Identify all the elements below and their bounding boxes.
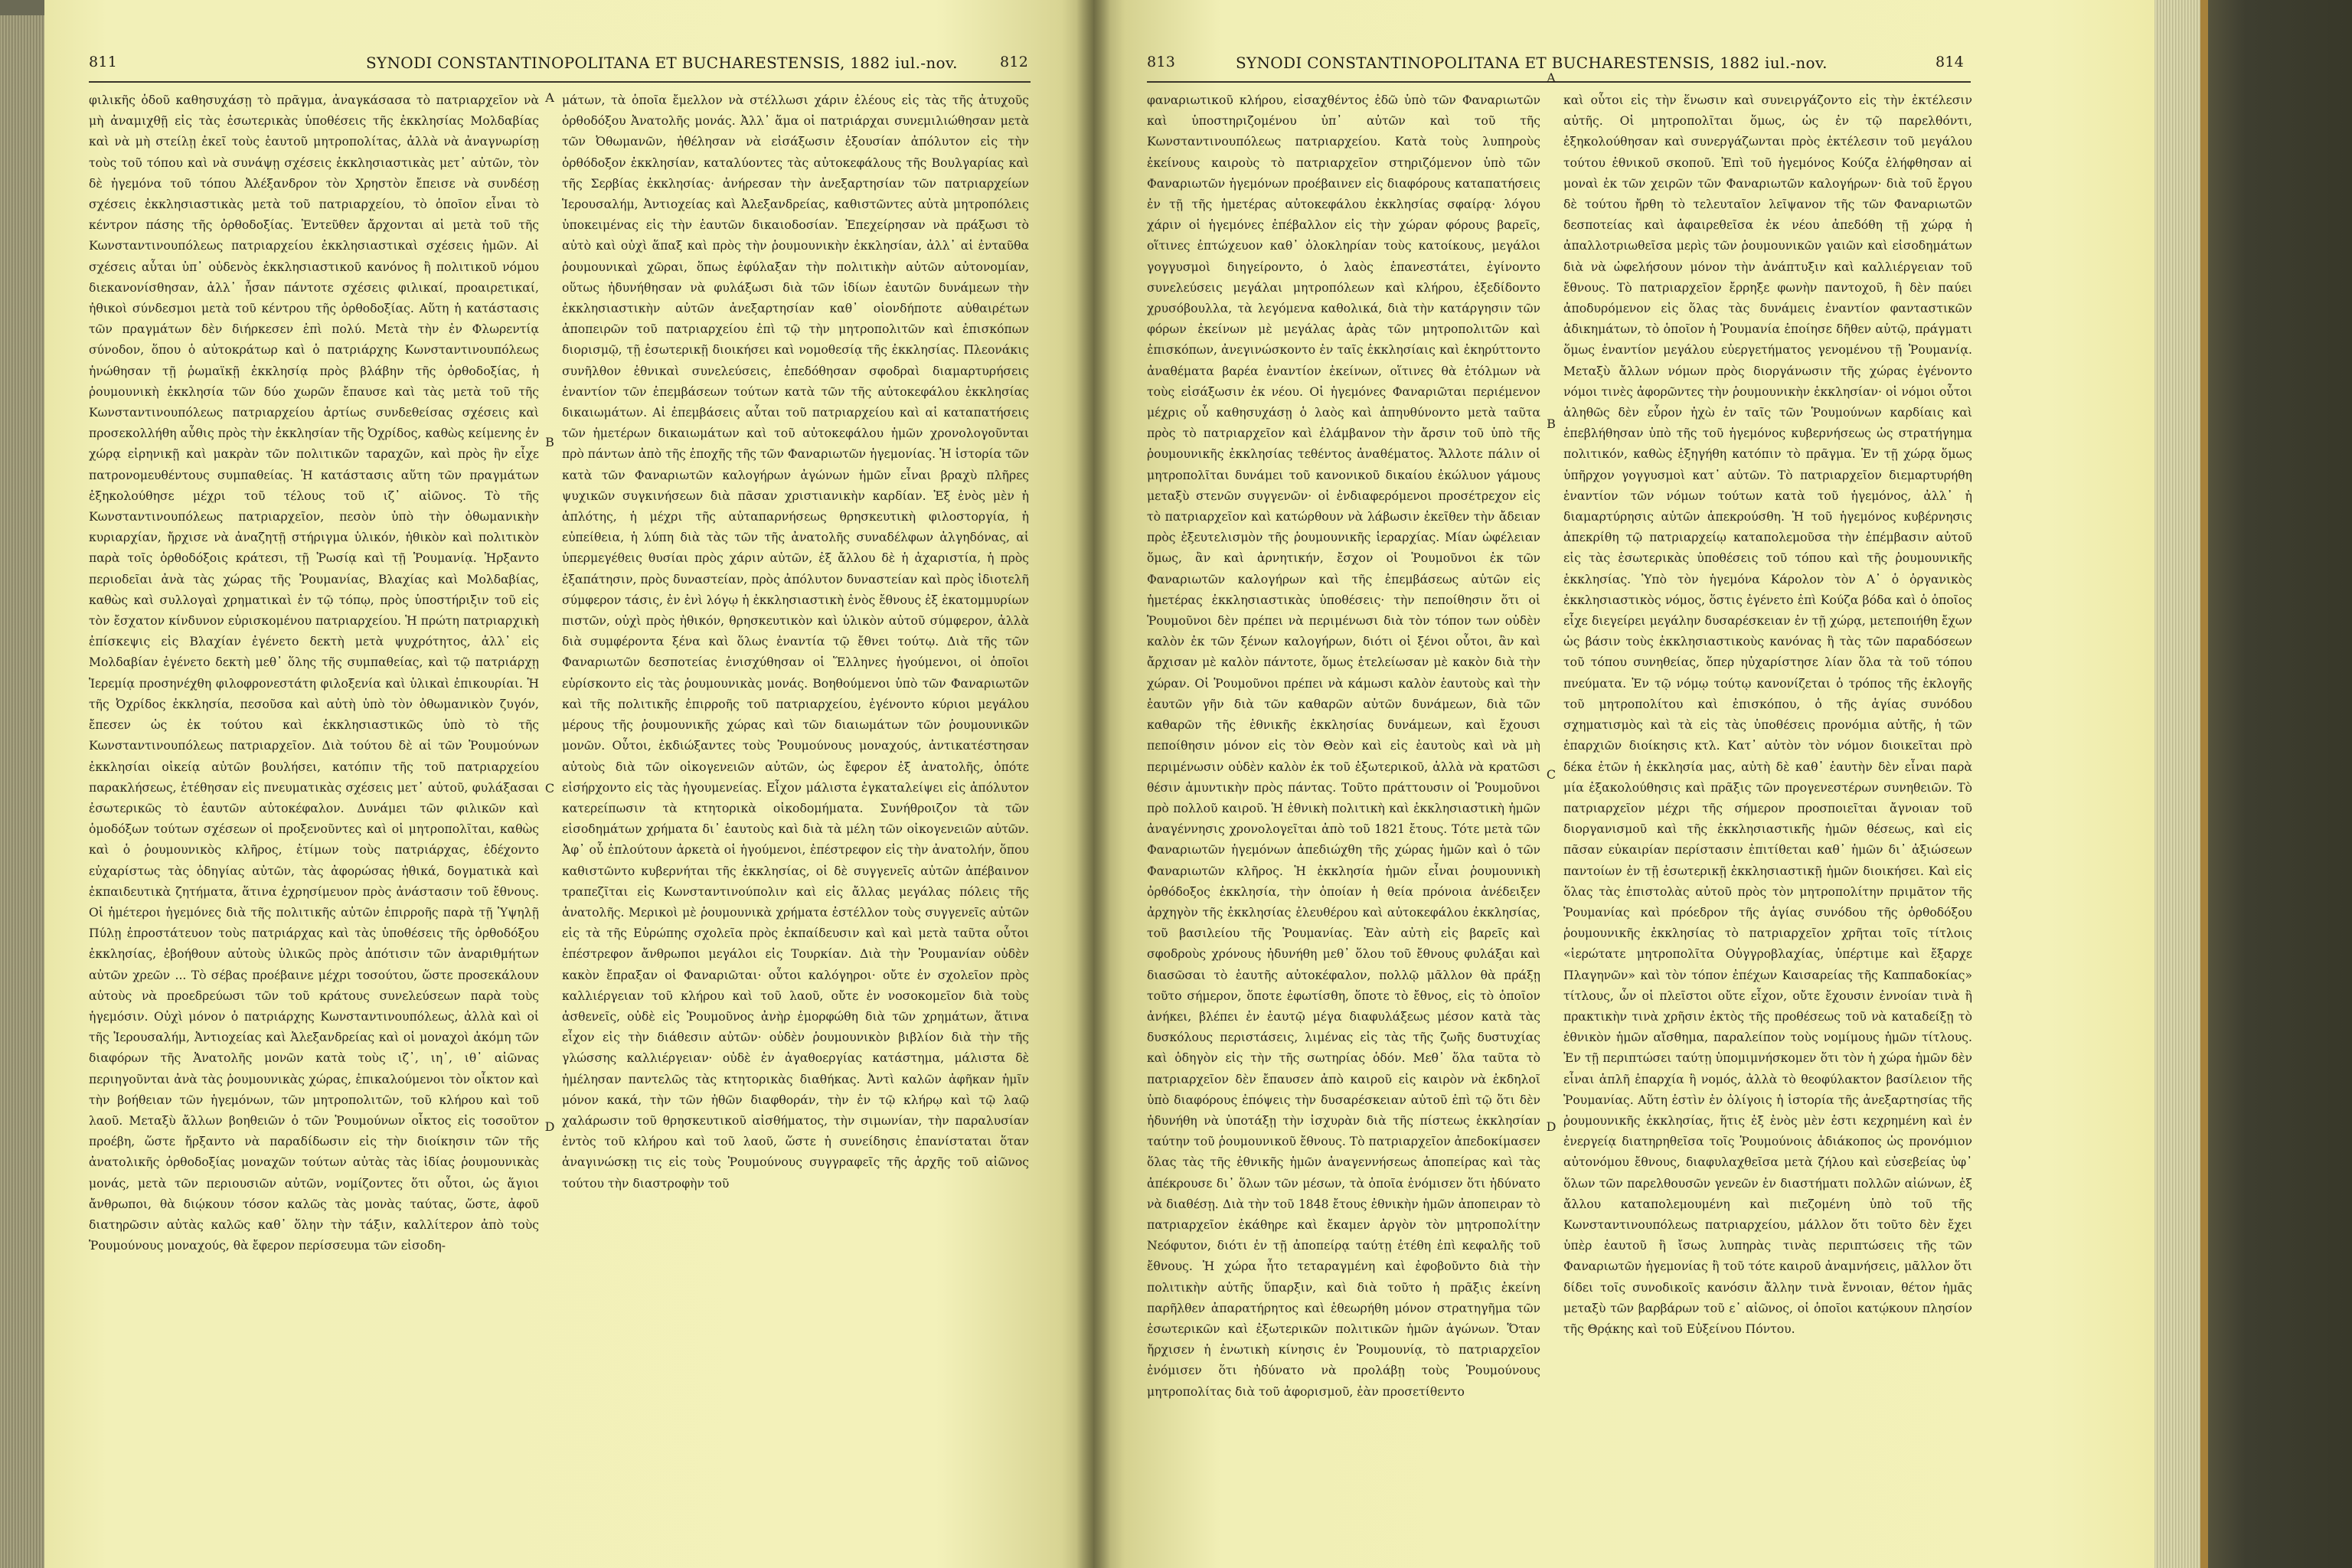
left-page-stack [0, 15, 44, 1568]
margin-letter-d: D [1546, 1119, 1557, 1134]
column-text: φιλικῆς ὁδοῦ καθησυχάσῃ τὸ πρᾶγμα, ἀναγκάσασα τὸ πατριαρχεῖον νὰ μὴ ἀναμιχθῇ εἰς τὰς ἐσωτερικὰς ὑποθέσεις τῆς ἐκκλησίας Μολδαβίας καὶ νὰ μὴ στείλῃ ἐκεῖ τοὺς ἑαυτοῦ μητροπολίτας, ἀλλὰ νὰ ἀναγνωρίσῃ τοὺς τοῦ τόπου καὶ νὰ συνάψῃ σχέσεις ἐκκλησιαστικὰς μετ᾽ αὐτῶν, τὸν δὲ ἡγεμόνα τοῦ τόπου Ἀλέξανδρον τὸν Χρηστὸν ἔπεισε νὰ συνδέσῃ σχέσεις ἐκκλησιαστικὰς μετὰ τοῦ πατριαρχείου, τὸ ὁποῖον εἶναι τὸ κέντρον πάσης τῆς ὀρθοδοξίας. Ἐντεῦθεν ἄρχονται αἱ μετὰ τοῦ τῆς Κωνσταντινουπόλεως πατριαρχείου ἐκκλησιαστικαὶ σχέσεις ἡμῶν. Αἱ σχέσεις αὗται ὑπ᾽ οὐδενὸς ἐκκλησιαστικοῦ κανόνος ἢ πολιτικοῦ νόμου διεκανονίσθησαν, ἀλλ᾽ ἦσαν πάντοτε σχέσεις φιλικαί, προαιρετικαί, ἠθικοὶ σύνδεσμοι μετὰ τοῦ κέντρου τῆς ὀρθοδοξίας. Αὕτη ἡ κατάστασις τῶν πραγμάτων δὲν διήρκεσεν ἐπὶ πολύ. Μετὰ τὴν ἐν Φλωρεντίᾳ σύνοδον, ὅπου ὁ αὐτοκράτωρ καὶ ὁ πατριάρχης Κωνσταντινουπόλεως ἡνώθησαν τῇ ῥωμαϊκῇ ἐκκλησίᾳ πρὸς βλάβην τῆς ὀρθοδοξίας, ἡ ῥουμουνικὴ ἐκκλησία τῶν δύο χωρῶν ἔπαυσε καὶ τὰς μετὰ τοῦ τῆς Κωνσταντινουπόλεως πατριαρχείου ἀρτίως συνδεθείσας σχέσεις καὶ προσεκολλήθη αὖθις πρὸς τὴν ἐκκλησίαν τῆς Ὀχρίδος, καθὼς κείμενης ἐν χώρᾳ εἰρηνικῇ καὶ μακρὰν τῶν πολιτικῶν ταραχῶν, καὶ πρὸς ἣν εἶχε πατρονομευθέντους συμπαθείας. Ἡ κατάστασις αὕτη τῶν πραγμάτων ἐξηκολούθησε μέχρι τοῦ τέλους τοῦ ιζ᾽ αἰῶνος. Τὸ τῆς Κωνσταντινουπόλεως πατριαρχεῖον, πεσὸν ὑπὸ τὴν ὀθωμανικὴν κυριαρχίαν, ἤρχισε νὰ ἀναζητῇ στήριγμα ὑλικόν, ἠθικὸν καὶ πολιτικὸν παρὰ τοῖς ὀρθοδόξοις κράτεσι, τῇ Ῥωσίᾳ καὶ τῇ Ῥουμανίᾳ. Ἠρξαντο περιοδεῖαι ἀνὰ τὰς χώρας τῆς Ῥουμανίας, Βλαχίας καὶ Μολδαβίας, καθὼς καὶ συλλογαὶ χρηματικαὶ ἐν τῷ τόπῳ, πρὸς ὑποστήριξιν τοῦ εἰς τὸν ἔσχατον κίνδυνον εὑρισκομένου πατριαρχείου. Ἡ πρώτη πατριαρχικὴ ἐπίσκεψις εἰς Βλαχίαν ἐγένετο δεκτὴ μετὰ ψυχρότητος, ἀλλ᾽ εἰς Μολδαβίαν ἐγένετο δεκτὴ μεθ᾽ ὅλης τῆς συμπαθείας, καὶ τῷ πατριάρχῃ Ἱερεμίᾳ προσηνέχθη φιλοφρονεστάτη φιλοξενία καὶ ὑλικαὶ ἐπικουρίαι. Ἡ τῆς Ὀχρίδος ἐκκλησία, πεσοῦσα καὶ αὐτὴ ὑπὸ τὸν ὀθωμανικὸν ζυγόν, ἔπεσεν ὡς ἐκ τούτου καὶ ἐκκλησιαστικῶς ὑπὸ τὸ τῆς Κωνσταντινουπόλεως πατριαρχεῖον. Διὰ τούτου δὲ αἱ τῶν Ῥουμούνων ἐκκλησίαι οἰκείᾳ αὐτῶν βουλήσει, κατόπιν τῆς τοῦ πατριαρχείου παρακλήσεως, ἐτέθησαν εἰς πνευματικὰς σχέσεις μετ᾽ αὐτοῦ, φυλάξασαι ἐσωτερικῶς τὸ ἑαυτῶν αὐτοκέφαλον. Δυνάμει τῶν φιλικῶν καὶ ὁμοδόξων τούτων σχέσεων οἱ προξενοῦντες καὶ οἱ μητροπολῖται, καθὼς καὶ ὁ ῥουμουνικὸς κλῆρος, ἐτίμων τοὺς πατριάρχας, ἐδέχοντο εὐχαρίστως τὰς ὁδηγίας αὐτῶν, τὰς ἀφορώσας ἠθικά, δογματικὰ καὶ ἐκπαιδευτικὰ ζητήματα, ἅτινα ἐχρησίμευον πρὸς ἀνάστασιν τοῦ ἔθνους. Οἱ ἡμέτεροι ἡγεμόνες διὰ τῆς πολιτικῆς αὐτῶν ἐπιρροῆς παρὰ τῇ Ὑψηλῇ Πύλῃ ἐπροστάτευον τοὺς πατριάρχας καὶ τὰς ὑποθέσεις τῆς ὀρθοδόξου ἐκκλησίας, ἐβοήθουν αὐτοὺς ὑλικῶς πρὸς ἀπότισιν τῶν ἀναριθμήτων αὐτῶν χρεῶν ... Τὸ σέβας προέβαινε μέχρι τοσούτου, ὥστε προσεκάλουν αὐτοὺς νὰ προεδρεύωσι τῶν τοῦ κράτους συνελεύσεων παρὰ τοὺς ἡγεμόσιν. Οὐχὶ μόνον ὁ πατριάρχης Κωνσταντινουπόλεως, ἀλλὰ καὶ οἱ τῆς Ἱερουσαλήμ, Ἀντιοχείας καὶ Ἀλεξανδρείας καὶ οἱ μοναχοὶ ἀκόμη τῶν διαφόρων τῆς Ἀνατολῆς μονῶν κατὰ τοὺς ιζ᾽, ιη᾽, ιθ᾽ αἰῶνας περιηγοῦνται ἀνὰ τὰς ῥουμουνικὰς χώρας, ἐπικαλούμενοι τὸν οἶκτον καὶ τὴν βοήθειαν τῶν ἡγεμόνων, τῶν μητροπολιτῶν, τοῦ κλήρου καὶ τοῦ λαοῦ. Μεταξὺ ἄλλων βοηθειῶν ὁ τῶν Ῥουμούνων οἶκτος εἰς τοσοῦτον προέβη, ὥστε ἤρξαντο νὰ παραδίδωσιν εἰς τὴν διοίκησιν τῶν τῆς ἀνατολικῆς ὀρθοδοξίας μοναχῶν τούτων αὐτὰς τὰς ἰδίας ῥουμουνικὰς μονάς, μετὰ τῶν περιουσιῶν αὐτῶν, νομίζοντες ὅτι οὗτοι, ὡς ἅγιοι ἄνθρωποι, θὰ διῴκουν τόσον καλῶς τὰς μονὰς ταύτας, ὥστε, ἀφοῦ διατηρῶσιν αὐτὰς καλῶς καθ᾽ ὅλην τὴν τάξιν, καλλίτερον ἀπὸ τοὺς Ῥουμούνους μοναχούς, θὰ ἔφερον περίσσευμα τῶν εἰσοδη- [89, 93, 539, 1253]
header-rule [1147, 81, 1971, 83]
page-number-812: 812 [1000, 54, 1029, 70]
text-column-2 [1563, 90, 1972, 1545]
running-title: SYNODI CONSTANTINOPOLITANA ET BUCHARESTENSIS, 1882 iul.-nov. [366, 54, 958, 72]
right-running-head [1093, 54, 2154, 84]
left-page [44, 0, 1093, 1568]
right-page-stack [2154, 0, 2200, 1568]
text-column-1 [89, 90, 539, 1545]
page-number-811: 811 [89, 54, 118, 70]
book-cover-board [2200, 0, 2352, 1568]
cover-edge [2200, 0, 2208, 1568]
header-rule [89, 81, 1031, 83]
page-number-814: 814 [1936, 54, 1965, 70]
column-text: μάτων, τὰ ὁποῖα ἔμελλον νὰ στέλλωσι χάριν ἐλέους εἰς τὰς τῆς ἀτυχοῦς ὀρθοδόξου Ἀνατολῆς μονάς. Ἀλλ᾽ ἅμα οἱ πατριάρχαι συνεμιλιώθησαν μετὰ τῶν Ὀθωμανῶν, ἠθέλησαν νὰ εἰσάξωσιν ἐξουσίαν ἀπόλυτον εἰς τὴν ὀρθόδοξον ἐκκλησίαν, καταλύοντες τὰς αὐτοκεφάλους τῆς Βουλγαρίας καὶ τῆς Σερβίας ἐκκλησίας· ἀνήρεσαν τὴν ἀνεξαρτησίαν τῶν πατριαρχείων Ἱερουσαλήμ, Ἀντιοχείας καὶ Ἀλεξανδρείας, καθιστῶντες αὐτὰ μητροπόλεις ὑποκειμένας εἰς τὴν ἑαυτῶν δικαιοδοσίαν. Ἐπεχείρησαν νὰ πράξωσι τὸ αὐτὸ καὶ οὐχὶ ἅπαξ καὶ πρὸς τὴν ῥουμουνικὴν ἐκκλησίαν, ἀλλ᾽ αἱ ἐνταῦθα ῥουμουνικαὶ χῶραι, ὅπως ἐφύλαξαν τὴν πολιτικὴν αὐτῶν αὐτονομίαν, οὕτως ἠδυνήθησαν νὰ φυλάξωσι διὰ τῶν ἰδίων ἑαυτῶν δυνάμεων τὴν ἐκκλησιαστικὴν αὐτῶν ἀνεξαρτησίαν καθ᾽ οἱονδήποτε αὐθαιρέτων ἀποπειρῶν τοῦ πατριαρχείου ἐπὶ τῷ τὴν μητροπολιτῶν καὶ ἐπισκόπων διορισμῷ, τῇ ἐσωτερικῇ διοικήσει καὶ νομοθεσίᾳ τῆς ἐκκλησίας. Πλεονάκις συνῆλθον ἐθνικαὶ συνελεύσεις, ἐπεδόθησαν σφοδραὶ διαμαρτυρήσεις ἐναντίον τῶν ἐπεμβάσεων τούτων κατὰ τῶν τῆς αὐτοκεφάλου ἐκκλησίας δικαιωμάτων. Αἱ ἐπεμβάσεις αὗται τοῦ πατριαρχείου καὶ αἱ καταπατήσεις τῶν ἡμετέρων δικαιωμάτων καὶ τοῦ αὐτοκεφάλου ἡμῶν χρονολογοῦνται πρὸ πάντων ἀπὸ τῆς ἐποχῆς τῆς τῶν Φαναριωτῶν ἡγεμονίας. Ἡ ἱστορία τῶν κατὰ τῶν Φαναριωτῶν καλογήρων ἀγώνων ἡμῶν εἶναι βραχὺ πλῆρες ψυχικῶν συγκινήσεων διὰ πᾶσαν χριστιανικὴν καρδίαν. Ἐξ ἑνὸς μὲν ἡ ἀπλότης, ἡ μέχρι τῆς αὐταπαρνήσεως θρησκευτικὴ φιλοστοργία, ἡ εὐπείθεια, ἡ λύπη διὰ τὰς τῶν τῆς ἀνατολῆς συναδέλφων ἀλγηδόνας, αἱ ὑπερμεγέθεις θυσίαι πρὸς χάριν αὐτῶν, ἐξ ἄλλου δὲ ἡ ἀχαριστία, ἡ πρὸς ἐξαπάτησιν, πρὸς δυναστείαν, πρὸς ἀπόλυτον δυναστείαν καὶ πρὸς ἰδιοτελῆ σύμφερον τάσις, ἐν ἑνὶ λόγῳ ἡ ἐκκλησιαστικὴ ἐνὸς ἔθνους ἐξ ἑκατομμυρίων πιστῶν, οὐχὶ πρὸς ἠθικόν, θρησκευτικὸν καὶ ὑλικὸν αὐτοῦ σύμφερον, ἀλλὰ διὰ συμφέροντα ξένα καὶ ὅλως ἐναντία τῷ ἔθνει τούτῳ. Διὰ τῆς τῶν Φαναριωτῶν δεσποτείας ἐνισχύθησαν οἱ Ἕλληνες ἡγούμενοι, οἱ ὁποῖοι εὑρίσκοντο εἰς τὰς ῥουμουνικὰς μονάς. Βοηθούμενοι ὑπὸ τῶν Φαναριωτῶν καὶ τῆς πολιτικῆς ἐπιρροῆς τοῦ πατριαρχείου, ἐγένοντο κύριοι μεγάλου μέρους τῆς ῥουμουνικῆς χώρας καὶ τῶν διαιωμάτων τῶν ῥουμουνικῶν μονῶν. Οὗτοι, ἐκδιώξαντες τοὺς Ῥουμούνους μοναχούς, ἀντικατέστησαν αὐτοὺς διὰ τῶν οἰκογενειῶν αὐτῶν, ὡς ἔφερον ἐξ ἀνατολῆς, ὁπότε εἰσήρχοντο εἰς τὰς ἡγουμενείας. Εἶχον μάλιστα ἐγκαταλείψει εἰς ἀπόλυτον κατερείπωσιν τὰ κτητορικὰ οἰκοδομήματα. Συνήθροιζον τὰ τῶν εἰσοδημάτων χρήματα δι᾽ ἑαυτοὺς καὶ διὰ τὰ μέλη τῶν οἰκογενειῶν αὐτῶν. Ἀφ᾽ οὗ ἐπλούτουν ἀρκετὰ οἱ ἡγούμενοι, ἐπέστρεφον εἰς τὴν ἀνατολήν, ὅπου καθιστῶντο κυβερνήται τῆς ἐκκλησίας, οἱ δὲ συγγενεῖς αὐτῶν ἀπέβαινον τραπεζῖται εἰς Κωνσταντινούπολιν καὶ εἰς ἄλλας μεγάλας πόλεις τῆς ἀνατολῆς. Μερικοὶ μὲ ῥουμουνικὰ χρήματα ἐστέλλον τοὺς συγγενεῖς αὐτῶν εἰς τὰ τῆς Εὐρώπης σχολεῖα πρὸς ἐκπαίδευσιν καὶ καὶ μετὰ ταῦτα οὗτοι ἐπέστρεφον ἄνθρωποι μεγάλοι εἰς Τουρκίαν. Διὰ τὴν Ῥουμανίαν οὐδὲν κακὸν ἔπραξαν οἱ Φαναριῶται· οὗτοι καλόγηροι· οὔτε ἐν σχολεῖον πρὸς καλλιέργειαν τοῦ κλήρου καὶ τοῦ λαοῦ, οὔτε ἐν νοσοκομεῖον διὰ τοὺς ἀσθενεῖς, οὐδὲ εἰς Ῥουμοῦνος ἀνὴρ ἐμορφώθη διὰ τῶν χρημάτων, ἅτινα εἶχον εἰς τὴν διάθεσιν αὐτῶν· οὐδὲν ῥουμουνικὸν βιβλίον διὰ τὴν τῆς γλώσσης καλλιέργειαν· οὐδὲ ἐν ἀγαθοεργίας κατάστημα, μάλιστα δὲ ἠμέλησαν παντελῶς τὰς κτητορικὰς διαθήκας. Ἀντὶ καλῶν ἀφῆκαν ἡμῖν μόνον κακά, τὴν τῶν ἠθῶν διαφθοράν, τὴν ἐν τῷ κλήρῳ καὶ τῷ λαῷ χαλάρωσιν τοῦ θρησκευτικοῦ αἰσθήματος, τὴν σιμωνίαν, τὴν παραλυσίαν ἐντὸς τοῦ κλήρου καὶ τοῦ λαοῦ, ὥστε ἡ συνείδησις ἐπανίσταται ὅταν ἀναγινώσκῃ τις εἰς τοὺς Ῥουμούνους συγγραφεῖς τῆς ἀρχῆς τοῦ αἰῶνος τούτου τὴν διαστροφὴν τοῦ [562, 93, 1029, 1191]
column-text: καὶ οὗτοι εἰς τὴν ἕνωσιν καὶ συνειργάζοντο εἰς τὴν ἐκτέλεσιν αὐτῆς. Οἱ μητροπολῖται ὅμως, ὡς ἐν τῷ παρελθόντι, ἐξηκολούθησαν καὶ συνεργάζωνται πρὸς ἐκτέλεσιν τοῦ μεγάλου τούτου ἐθνικοῦ σκοποῦ. Ἐπὶ τοῦ ἡγεμόνος Κούζα ἐλήφθησαν αἱ μοναὶ ἐκ τῶν χειρῶν τῶν Φαναριωτῶν καλογήρων· διὰ τοῦ ἔργου δὲ τούτου ἤρθη τὸ τελευταῖον λεῖψανον τῆς τῶν Φαναριωτῶν δεσποτείας καὶ ἀφαιρεθεῖσα ἐκ νέου ἀπεδόθη τῇ χώρᾳ ἡ ἀπαλλοτριωθεῖσα μερὶς τῶν ῥουμουνικῶν γαιῶν καὶ εἰσοδημάτων διὰ νὰ ὠφελήσουν μόνον τὴν ἀνάπτυξιν καὶ καλλιέργειαν τοῦ ἔθνους. Τὸ πατριαρχεῖον ἔρρηξε φωνὴν παντοχοῦ, ἢ δὲν παύει ἀποδυρόμενον εἰς ὅλας τὰς δυνάμεις ἐναντίον φανταστικῶν ἀδικημάτων, τὸ ὁποῖον ἡ Ῥουμανία ἐποίησε δῆθεν αὐτῷ, πράγματι ὅμως ἐναντίον μεγάλου εὐεργετήματος γενομένου τῇ Ῥουμανίᾳ. Μεταξὺ ἄλλων νόμων πρὸς διοργάνωσιν τῆς χώρας ἐγένοντο νόμοι τινὲς ἀφορῶντες τὴν ῥουμουνικὴν ἐκκλησίαν· οἱ νόμοι οὗτοι ἀληθῶς δὲν εὗρον ἠχὼ ἐν ταῖς τῶν Ῥουμούνων καρδίαις καὶ ἐπεβλήθησαν ὑπὸ τῆς τοῦ ἡγεμόνος κυβερνήσεως ὡς στρατήγημα πολιτικόν, καθὼς ἐξηγήθη κατόπιν τὸ πρᾶγμα. Ἐν τῇ χώρᾳ ὅμως ὑπῆρχον γογγυσμοὶ κατ᾽ αὐτῶν. Τὸ πατριαρχεῖον διεμαρτυρήθη ἐναντίον τῶν νόμων τούτων κατὰ τοῦ ἡγεμόνος, ἀλλ᾽ ἡ διαμαρτύρησις αὐτῶν ἀπεκρούσθη. Ἡ τοῦ ἡγεμόνος κυβέρνησις ἀπεκρίθη τῷ πατριαρχείῳ καταπολεμοῦσα τὴν ἐπέμβασιν αὐτοῦ εἰς τὰς ἐσωτερικὰς ὑποθέσεις τοῦ τόπου καὶ τῆς ῥουμουνικῆς ἐκκλησίας. Ὑπὸ τὸν ἡγεμόνα Κάρολον τὸν Α᾽ ὁ ὀργανικὸς ἐκκλησιαστικὸς νόμος, ὅστις ἐγένετο ἐπὶ Κούζα βόδα καὶ ὁ ὁποῖος εἶχε διεγείρει μεγάλην δυσαρέσκειαν ἐν τῇ χώρᾳ, μετεποιήθη ἔχων ὡς βάσιν τοὺς ἐκκλησιαστικοὺς κανόνας ἢ τὰς τῶν παραδόσεων τοῦ τόπου συνηθείας, ὅπερ ηὐχαρίστησε λίαν ὅλα τὰ τοῦ τόπου πνεύματα. Ἐν τῷ νόμῳ τούτῳ κανονίζεται ὁ τρόπος τῆς ἐκλογῆς τοῦ μητροπολίτου καὶ ἐπισκόπου, ὁ τῆς ἁγίας συνόδου σχηματισμὸς καὶ τὰ εἰς τὰς ὑποθέσεις προνόμια αὐτῆς, ἡ τῶν ἐπαρχιῶν διοίκησις κτλ. Κατ᾽ αὐτὸν τὸν νόμον διοικεῖται πρὸ δέκα ἐτῶν ἡ ἐκκλησία μας, αὐτὴ δὲ καθ᾽ ἑαυτὴν δὲν εἶναι παρὰ μία ἐξακολούθησις καὶ πρᾶξις τῶν προγενεστέρων συνηθειῶν. Τὸ πατριαρχεῖον μέχρι τῆς σήμερον προσποιεῖται ἄγνοιαν τοῦ διοργανισμοῦ καὶ τῆς ἐκκλησιαστικῆς ἡμῶν θέσεως, καὶ εἰς πᾶσαν εὐκαιρίαν περίστασιν ἐπιτίθεται καθ᾽ ἡμῶν δι᾽ ἀξιώσεων παντοίων ἐν τῇ ἐσωτερικῇ ἐκκλησιαστικῇ ἡμῶν διοικήσει. Καὶ εἰς ὅλας τὰς ἐπιστολὰς αὐτοῦ πρὸς τὸν μητροπολίτην πριμᾶτον τῆς Ῥουμανίας καὶ πρόεδρον τῆς ἁγίας συνόδου τῆς ὀρθοδόξου ῥουμουνικῆς ἐκκλησίας τὸ πατριαρχεῖον χρῆται τοῖς τίτλοις «ἱερώτατε μητροπολῖτα Οὑγγροβλαχίας, ὑπέρτιμε καὶ ἔξαρχε Πλαγηνῶν» καὶ τὸν τόπον ἐπέχων Καισαρείας τῆς Καππαδοκίας» τίτλους, ὧν οἱ πλεῖστοι οὔτε εἶχον, οὔτε ἔχουσιν ἐννοίαν τινὰ ἢ πρακτικὴν τινὰ χρῆσιν ἐκτὸς τῆς προθέσεως τοῦ νὰ καταδείξῃ τὸ ἐθνικὸν ἡμῶν αἴσθημα, παραλείπον τοὺς νομίμους ἡμῶν τίτλους. Ἐν τῇ περιπτώσει ταύτῃ ὑπομιμνήσκομεν ὅτι τὸν ἡ χώρα ἡμῶν δὲν εἶναι ἁπλῆ ἐπαρχία ἢ νομός, ἀλλὰ τὸ θεοφύλακτον βασίλειον τῆς Ῥουμανίας. Αὕτη ἐστὶν ἐν ὀλίγοις ἡ ἱστορία τῆς ἀνεξαρτησίας τῆς ῥουμουνικῆς ἐκκλησίας, ἥτις ἐξ ἑνὸς μὲν ἐστι κεχρημένη καὶ ἐν ἐνεργείᾳ διατηρηθεῖσα τοῖς Ῥουμούνοις ἀδιάκοπος ὡς προνόμιον αὐτονόμου ἔθνους, διαφυλαχθεῖσα μετὰ ζήλου καὶ εὐσεβείας ὑφ᾽ ὅλων τῶν παρελθουσῶν γενεῶν ἐν διαστήματι πολλῶν αἰώνων, ἐξ ἄλλου καταπολεμουμένη καὶ πιεζομένη ὑπὸ τοῦ τῆς Κωνσταντινουπόλεως πατριαρχείου, μάλλον ὅτι τοῦτο δὲν ἔχει ὑπὲρ ἑαυτοῦ ἢ ἴσως λυπηρὰς τινὰς περιπτώσεις τῆς τῶν Φαναριωτῶν ἡγεμονίας ἢ τοῦ τότε καιροῦ ἀναμνήσεις, μᾶλλον ὅτι δίδει τοῖς συνοδικοῖς κανόσιν ἄλλην τινὰ ἔννοιαν, θέτον ἡμᾶς μεταξὺ τῶν βαρβάρων τοῦ ε᾽ αἰῶνος, οἱ ὁποῖοι κατῴκουν πλησίον τῆς Θρᾴκης καὶ τοῦ Εὐξείνου Πόντου. [1563, 93, 1972, 1336]
text-column-2 [562, 90, 1029, 1545]
right-page [1093, 0, 2154, 1568]
running-title: SYNODI CONSTANTINOPOLITANA ET BUCHARESTENSIS, 1882 iul.-nov. [1236, 54, 1828, 72]
column-text: φαναριωτικοῦ κλήρου, εἰσαχθέντος ἐδῶ ὑπὸ τῶν Φαναριωτῶν καὶ ὑποστηριζομένου ὑπ᾽ αὐτῶν καὶ τοῦ τῆς Κωνσταντινουπόλεως πατριαρχείου. Κατὰ τοὺς λυπηροὺς ἐκείνους καιροὺς τὸ πατριαρχεῖον στηριζόμενον ὑπὸ τῶν Φαναριωτῶν ἡγεμόνων προέβαινεν εἰς διαφόρους καταπατήσεις ἐν τῇ τῆς ἡμετέρας αὐτοκεφάλου ἐκκλησίας σφαίρᾳ· λόγου χάριν οἱ ἡγεμόνες ἐπέβαλλον εἰς τὴν χώραν φόρους βαρεῖς, οἵτινες ἐπτώχευον καθ᾽ ὁλοκληρίαν τοὺς κατοίκους, μεγάλοι γογγυσμοὶ διηγείροντο, ὁ λαὸς ἐπανεστάτει, ἐγίνοντο συνελεύσεις μεγάλαι μητροπόλεων καὶ κλήρου, ἐξεδίδοντο χρυσόβουλλα, τὰ λεγόμενα καθολικά, διὰ τὴν κατάργησιν τῶν φόρων ἐκείνων μὲ μεγάλας ἀρὰς τῶν μητροπολιτῶν καὶ ἐπισκόπων, ἀνεγινώσκοντο ἐν ταῖς ἐκκλησίαις καὶ ἐκηρύττοντο ἀναθέματα βαρέα ἐναντίον ἐκείνων, οἵτινες θὰ ἐτόλμων νὰ τοὺς εἰσάξωσιν ἐκ νέου. Οἱ ἡγεμόνες Φαναριῶται περιέμενον μέχρις οὗ καθησυχάσῃ ὁ λαὸς καὶ ἀπηυθύνοντο μετὰ ταῦτα πρὸς τὸ πατριαρχεῖον καὶ ἐλάμβανον τὴν ἄρσιν τοῦ ὑπὸ τῆς ῥουμουνικῆς ἐκκλησίας τεθέντος ἀναθέματος. Ἄλλοτε πάλιν οἱ μητροπολῖται δυνάμει τοῦ κανονικοῦ δικαίου ἐκώλυον γάμους μεταξὺ στενῶν συγγενῶν· οἱ ἐνδιαφερόμενοι προσέτρεχον εἰς τὸ πατριαρχεῖον καὶ κατώρθουν νὰ λάβωσιν ἐκεῖθεν τὴν ἄδειαν πρὸς ἐξευτελισμὸν τῆς ῥουμουνικῆς ἱεραρχίας. Μίαν ὠφέλειαν ὅμως, ἂν καὶ ἀρνητικήν, ἔσχον οἱ Ῥουμοῦνοι ἐκ τῶν Φαναριωτῶν καλογήρων καὶ τῆς ἐπεμβάσεως αὐτῶν εἰς ἡμετέρας ἐκκλησιαστικὰς ὑποθέσεις· τὴν πεποίθησιν ὅτι οἱ Ῥουμοῦνοι δὲν πρέπει νὰ περιμένωσι διὰ τὸν τόπον των οὐδὲν καλὸν ἐκ τῶν ξένων καλογήρων, διότι οἱ ξένοι οὗτοι, ἂν καὶ ἄρχισαν μὲ καλὸν πάντοτε, ὅμως ἐτελείωσαν μὲ κακὸν διὰ τὴν χώραν. Οἱ Ῥουμοῦνοι πρέπει νὰ κάμωσι καλὸν ἑαυτοὺς καὶ τὴν ἑαυτῶν γῆν διὰ τῶν καθαρῶν αὐτῶν δυνάμεων, διὰ τῶν καθαρῶν τῆς ἐθνικῆς ἐκκλησίας δυνάμεων, καὶ ἔχουσι πεποίθησιν μόνον εἰς τὸν Θεὸν καὶ εἰς ἑαυτοὺς καὶ νὰ μὴ περιμένωσιν οὐδὲν καλὸν ἐκ τοῦ ἐξωτερικοῦ, ἀλλὰ νὰ κρατῶσι θέσιν ἀμυντικὴν πρὸς πάντας. Τοῦτο πράττουσιν οἱ Ῥουμοῦνοι πρὸ πολλοῦ καιροῦ. Ἡ ἐθνικὴ πολιτικὴ καὶ ἐκκλησιαστικὴ ἡμῶν ἀναγέννησις χρονολογεῖται ἀπὸ τοῦ 1821 ἔτους. Τότε μετὰ τῶν Φαναριωτῶν ἡγεμόνων ἀπεδιώχθη τῆς χώρας ἡμῶν καὶ ὁ τῶν Φαναριωτῶν κλῆρος. Ἡ ἐκκλησία ἡμῶν εἶναι ῥουμουνικὴ ὀρθόδοξος ἐκκλησία, τὴν ὁποίαν ἡ θεία πρόνοια ἀνέδειξεν ἀρχηγὸν τῆς ἐκκλησίας ἐλευθέρου καὶ αὐτοκεφάλου ἐκκλησίας, τοῦ βασιλείου τῆς Ῥουμανίας. Ἐὰν αὐτὴ εἰς βαρεῖς καὶ σφοδροὺς χρόνους ἠδυνήθη μεθ᾽ ὅλου τοῦ ἔθνους φυλάξαι καὶ διασῶσαι τὸ ἑαυτῆς αὐτοκέφαλον, πολλῷ μᾶλλον θὰ πράξῃ τοῦτο σήμερον, ὅποτε ἐφωτίσθη, ὅποτε τὸ ἔθνος, εἰς τὸ ὁποῖον ἀνήκει, βλέπει ἐν ἑαυτῷ μέγα διαφυλάξεως μέσον κατὰ τὰς δυσκόλους περιστάσεις, λιμένας εἰς τὰς τῆς ζωῆς δυστυχίας καὶ ὁδηγὸν εἰς τὴν τῆς σωτηρίας ὁδόν. Μεθ᾽ ὅλα ταῦτα τὸ πατριαρχεῖον δὲν ἔπαυσεν ἀπὸ καιροῦ εἰς καιρὸν νὰ ἐκδηλοῖ ὑπὸ διαφόρους ἐπόψεις τὴν δυσαρέσκειαν αὐτοῦ ἐπὶ τῷ ὅτι δὲν ἠδυνήθη νὰ ὑποτάξῃ τὴν ἰσχυρὰν διὰ τῆς πίστεως ἐκκλησίαν ταύτην τοῦ ῥουμουνικοῦ ἔθνους. Τὸ πατριαρχεῖον ἀπεδοκίμασεν ὅλας τὰς τῆς ἐθνικῆς ἡμῶν ἀναγεννήσεως ἀποπείρας καὶ τὰς ἀπέκρουσε δι᾽ ὅλων τῶν μέσων, τὰ ὁποῖα ἐνόμισεν ὅτι ἠδύνατο νὰ διαθέσῃ. Διὰ τὴν τοῦ 1848 ἔτους ἐθνικὴν ἡμῶν ἀποπειραν τὸ πατριαρχεῖον ἐκάθηρε καὶ ἔκαμεν ἀργὸν τὸν μητροπολίτην Νεόφυτον, διότι ἐν τῇ ἀποπείρᾳ ταύτῃ ἐτέθη ἐπὶ κεφαλῆς τοῦ ἔθνους. Ἡ χώρα ἦτο τεταραγμένη καὶ ἐφοβοῦντο διὰ τὴν πολιτικὴν αὐτῆς ὕπαρξιν, καὶ διὰ τοῦτο ἡ πρᾶξις ἐκείνη παρῆλθεν ἀπαρατήρητος καὶ ἐθεωρήθη μόνον στρατηγῆμα τῶν ἐσωτερικῶν καὶ ἐξωτερικῶν πολιτικῶν ἡμῶν ἀγώνων. Ὅταν ἤρχισεν ἡ ἐνωτικὴ κίνησις ἐν Ῥουμουνίᾳ, τὸ πατριαρχεῖον ἐνόμισεν ὅτι ἠδύνατο νὰ προλάβῃ τοὺς Ῥουμούνους μητροπολίτας διὰ τοῦ ἀφορισμοῦ, ἐὰν προσετίθεντο [1147, 93, 1540, 1399]
margin-letter-c: C [1546, 767, 1557, 782]
page-number-813: 813 [1147, 54, 1176, 70]
margin-letter-d: D [544, 1119, 555, 1134]
book-gutter [1076, 0, 1110, 1568]
margin-letter-a: A [1547, 70, 1556, 85]
margin-letter-b: B [545, 435, 554, 449]
margin-letter-a: A [545, 90, 554, 105]
left-running-head [44, 54, 1093, 84]
text-column-1 [1147, 90, 1540, 1545]
margin-letter-b: B [1547, 416, 1556, 431]
margin-letter-c: C [544, 781, 555, 795]
